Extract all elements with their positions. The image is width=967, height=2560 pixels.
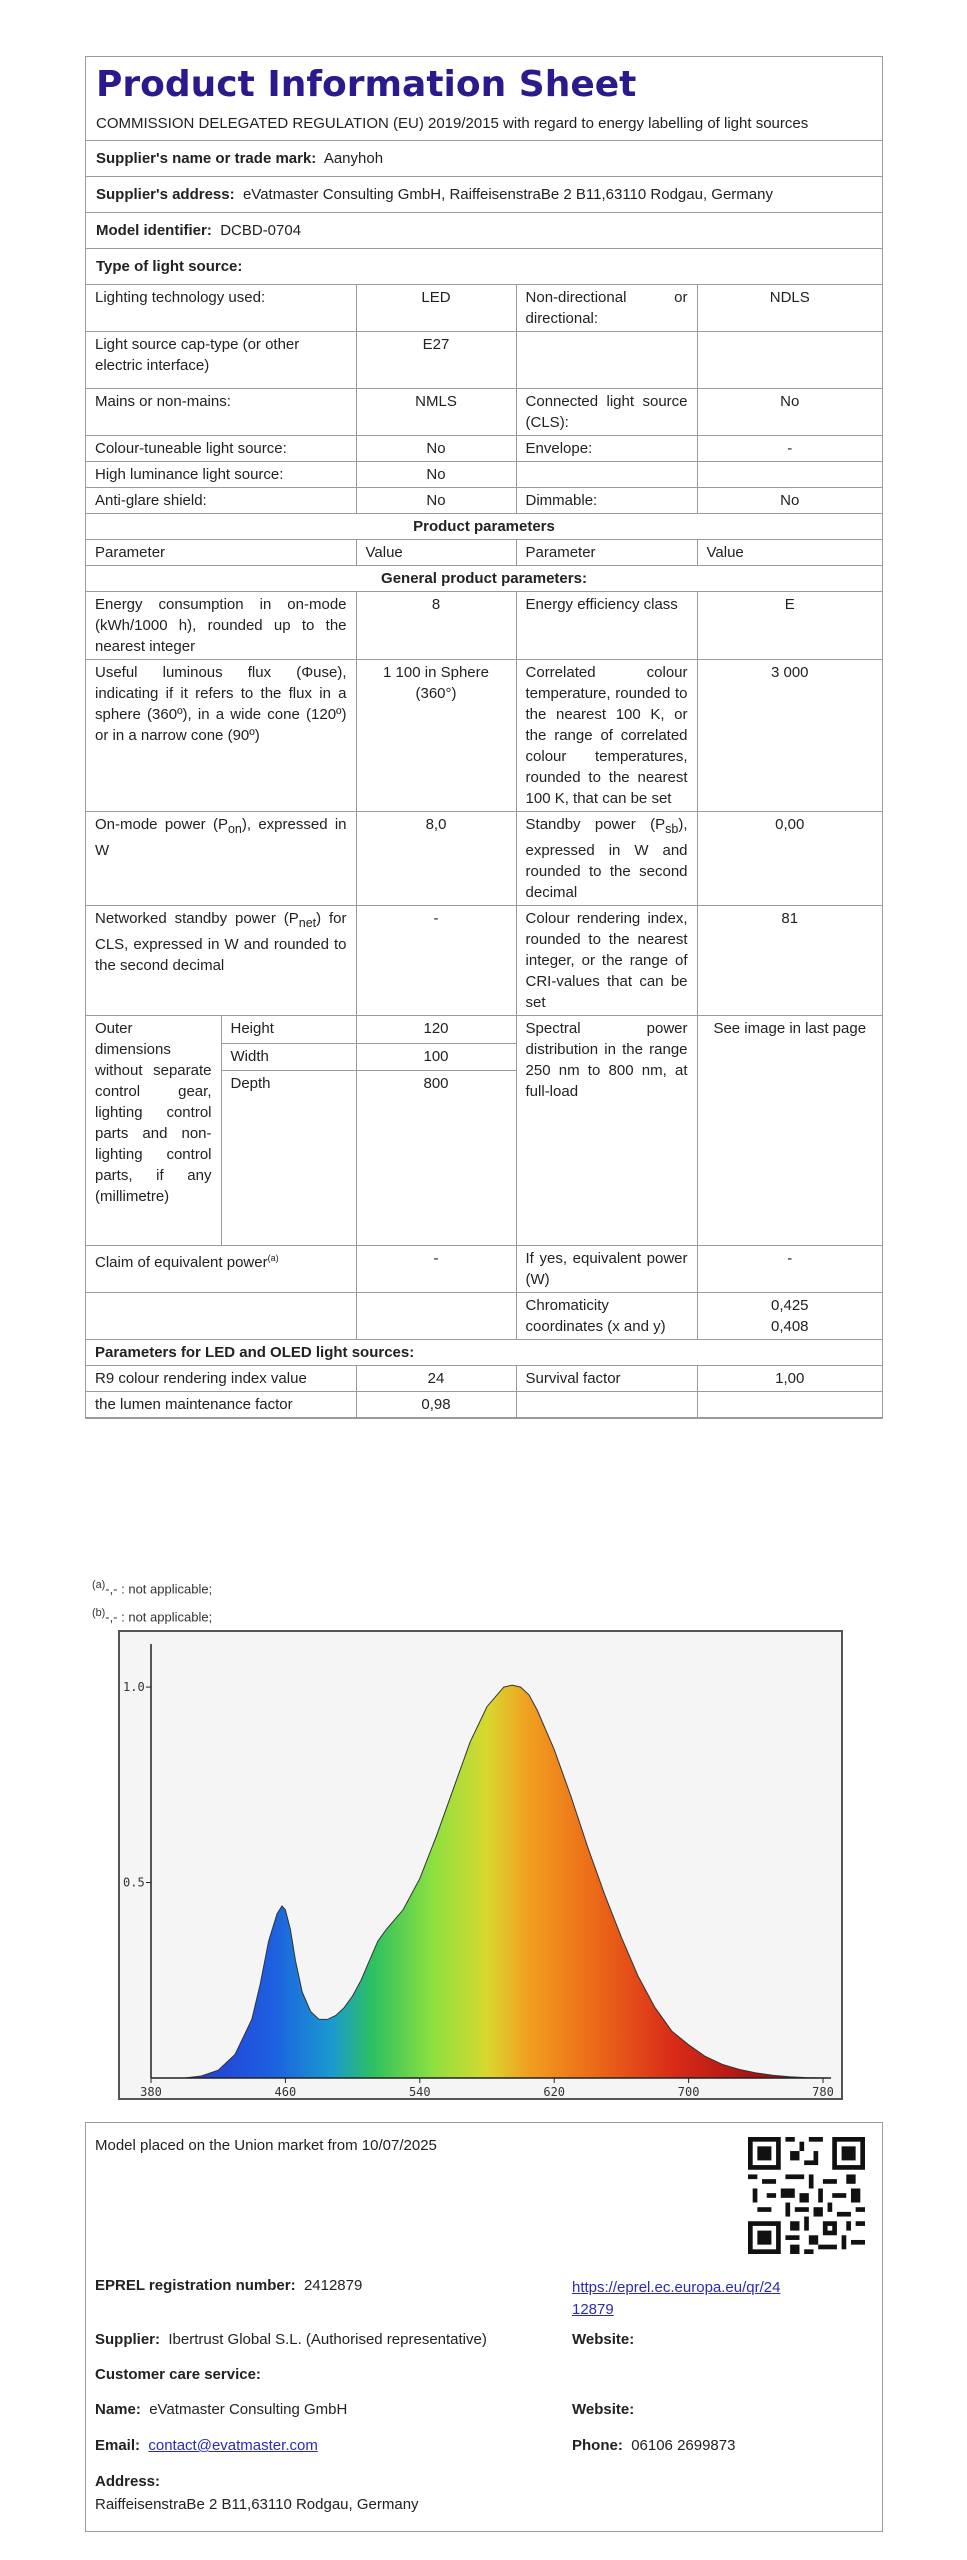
footnote-a: $^{(a)}$-,- : not applicable; xyxy=(92,1579,213,1597)
model-identifier-row xyxy=(86,213,882,249)
email-row xyxy=(95,2437,318,2454)
eprel-value: 2412879 xyxy=(303,2277,363,2294)
table-row xyxy=(86,660,882,812)
chromaticity-x: 0,425 xyxy=(770,1297,809,1314)
x-tick-label: 380 xyxy=(140,2085,162,2099)
table-row xyxy=(86,566,882,592)
name-row xyxy=(95,2401,347,2418)
supplier-name-value: Aanyhoh xyxy=(323,150,384,167)
column-header-parameter: Parameter xyxy=(86,540,356,566)
luminous-flux-value: 1 100 in Sphere (360°) xyxy=(356,660,516,812)
cls-value: No xyxy=(697,389,882,436)
name-label: Name: xyxy=(95,2401,141,2418)
spectral-chart-svg xyxy=(118,1630,843,2100)
energy-consumption-label: Energy consumption in on-mode (kWh/1000 h), rounded up to the nearest integer xyxy=(86,592,356,660)
chromaticity-value xyxy=(697,1293,882,1340)
r9-label: R9 colour rendering index value xyxy=(86,1366,356,1392)
table-row xyxy=(86,462,882,488)
empty-cell xyxy=(516,1392,697,1418)
footnotes xyxy=(92,1573,212,1630)
tech-value: LED xyxy=(356,285,516,332)
high-luminance-value: No xyxy=(356,462,516,488)
colour-rendering-label: Colour rendering index, rounded to the nearest integer, or the range of CRI-values that can be set xyxy=(516,906,697,1016)
y-tick-label: 1.0 xyxy=(123,1680,145,1695)
customer-care-heading: Customer care service: xyxy=(95,2366,261,2383)
dimmable-value: No xyxy=(697,488,882,514)
directional-value: NDLS xyxy=(697,285,882,332)
efficiency-class-value: E xyxy=(697,592,882,660)
supplier-row xyxy=(95,2331,487,2348)
model-identifier-label: Model identifier: xyxy=(96,222,212,239)
tech-label: Lighting technology used: xyxy=(86,285,356,332)
table-row xyxy=(86,1246,882,1293)
anti-glare-value: No xyxy=(356,488,516,514)
light-source-type-label: Type of light source: xyxy=(96,258,243,275)
chromaticity-label: Chromaticity coordinates (x and y) xyxy=(516,1293,697,1340)
table-row xyxy=(86,906,882,1016)
address-label: Address: xyxy=(95,2473,161,2490)
name-value: eVatmaster Consulting GmbH xyxy=(149,2401,348,2418)
eprel-label: EPREL registration number: xyxy=(95,2277,296,2294)
column-header-value: Value xyxy=(356,540,516,566)
equivalent-power-claim-value: - xyxy=(356,1246,516,1293)
phone-row xyxy=(572,2437,735,2454)
colour-temperature-label: Correlated colour temperature, rounded to the nearest 100 K, or the range of correlated colour temperatures, rounded to the nearest 100 K, that can be set xyxy=(516,660,697,812)
lumen-maintenance-value: 0,98 xyxy=(356,1392,516,1418)
spectral-distribution-value: See image in last page xyxy=(697,1016,882,1246)
parameters-table xyxy=(86,285,882,1418)
height-value: 120 xyxy=(356,1016,516,1044)
column-header-value: Value xyxy=(697,540,882,566)
dimensions-label: Outer dimensions without separate control gear, lighting control parts and non-lighting control parts, if any (millimetre) xyxy=(86,1016,221,1246)
table-row xyxy=(86,1293,882,1340)
table-row xyxy=(86,1340,882,1366)
height-label: Height xyxy=(221,1016,356,1044)
supplier-label: Supplier: xyxy=(95,2331,161,2348)
table-row xyxy=(86,1016,882,1044)
energy-consumption-value: 8 xyxy=(356,592,516,660)
efficiency-class-label: Energy efficiency class xyxy=(516,592,697,660)
x-tick-label: 540 xyxy=(408,2085,431,2099)
table-row xyxy=(86,389,882,436)
general-parameters-heading: General product parameters: xyxy=(86,566,882,592)
page-title: Product Information Sheet xyxy=(96,64,637,105)
equivalent-power-value: - xyxy=(697,1246,882,1293)
mains-label: Mains or non-mains: xyxy=(86,389,356,436)
envelope-value: - xyxy=(697,436,882,462)
eprel-link[interactable]: https://eprel.ec.europa.eu/qr/24 12879 xyxy=(572,2279,781,2318)
table-row xyxy=(86,514,882,540)
x-tick-label: 780 xyxy=(812,2085,834,2099)
regulation-text: COMMISSION DELEGATED REGULATION (EU) 2019/2015 with regard to energy labelling of light sources xyxy=(86,109,882,141)
standby-power-label: Standby power $(P_{sb})$, expressed in W and rounded to the second decimal xyxy=(516,812,697,906)
networked-standby-label: Networked standby power $(P_{net})$ for CLS, expressed in W and rounded to the second decimal xyxy=(86,906,356,1016)
high-luminance-label: High luminance light source: xyxy=(86,462,356,488)
website-label-2: Website: xyxy=(572,2401,635,2418)
table-row xyxy=(86,436,882,462)
email-label: Email: xyxy=(95,2437,141,2454)
x-tick-label: 460 xyxy=(274,2085,297,2099)
supplier-address-row xyxy=(86,177,882,213)
colour-temperature-value: 3 000 xyxy=(697,660,882,812)
dimmable-label: Dimmable: xyxy=(516,488,697,514)
networked-standby-value: - xyxy=(356,906,516,1016)
product-information-sheet xyxy=(85,56,883,1419)
directional-label: Non-directional or directional: xyxy=(516,285,697,332)
footer-box xyxy=(85,2122,883,2532)
table-row xyxy=(86,1366,882,1392)
column-header-parameter: Parameter xyxy=(516,540,697,566)
empty-cell xyxy=(516,332,697,389)
r9-value: 24 xyxy=(356,1366,516,1392)
chromaticity-y: 0,408 xyxy=(770,1318,809,1335)
light-source-type-row xyxy=(86,249,882,285)
depth-label: Depth xyxy=(221,1071,356,1246)
led-parameters-heading: Parameters for LED and OLED light sources: xyxy=(86,1340,882,1366)
survival-factor-value: 1,00 xyxy=(697,1366,882,1392)
y-tick-label: 0.5 xyxy=(123,1875,145,1890)
empty-cell xyxy=(516,462,697,488)
market-date: Model placed on the Union market from 10/07/2025 xyxy=(95,2137,437,2154)
luminous-flux-label: Useful luminous flux (Φuse), indicating if it refers to the flux in a sphere (360º), in a wide cone (120º) or in a narrow cone (90º) xyxy=(86,660,356,812)
footnote-b: $^{(b)}$-,- : not applicable; xyxy=(92,1607,213,1625)
email-link[interactable]: contact@evatmaster.com xyxy=(148,2437,318,2454)
envelope-label: Envelope: xyxy=(516,436,697,462)
x-tick-label: 700 xyxy=(677,2085,700,2099)
empty-cell xyxy=(356,1293,516,1340)
supplier-address-label: Supplier's address: xyxy=(96,186,235,203)
table-row xyxy=(86,488,882,514)
equivalent-power-label: If yes, equivalent power (W) xyxy=(516,1246,697,1293)
width-label: Width xyxy=(221,1043,356,1071)
spectral-chart xyxy=(118,1630,843,2100)
x-tick-label: 620 xyxy=(543,2085,566,2099)
product-parameters-heading: Product parameters xyxy=(86,514,882,540)
lumen-maintenance-label: the lumen maintenance factor xyxy=(86,1392,356,1418)
supplier-name-row xyxy=(86,141,882,177)
website-row xyxy=(572,2331,634,2348)
model-identifier-value: DCBD-0704 xyxy=(220,222,302,239)
supplier-address-value: eVatmaster Consulting GmbH, RaiffeisenstraBe 2 B11,63110 Rodgau, Germany xyxy=(242,186,773,203)
table-row xyxy=(86,332,882,389)
on-mode-power-label: On-mode power $(P_{on})$, expressed in W xyxy=(86,812,356,906)
depth-value: 800 xyxy=(356,1071,516,1246)
spectral-distribution-label: Spectral power distribution in the range 250 nm to 800 nm, at full-load xyxy=(516,1016,697,1246)
colour-tuneable-label: Colour-tuneable light source: xyxy=(86,436,356,462)
supplier-name-label: Supplier's name or trade mark: xyxy=(96,150,317,167)
colour-tuneable-value: No xyxy=(356,436,516,462)
website-row-2 xyxy=(572,2401,634,2418)
width-value: 100 xyxy=(356,1043,516,1071)
empty-cell xyxy=(697,462,882,488)
phone-value: 06106 2699873 xyxy=(631,2437,736,2454)
cap-type-value: E27 xyxy=(356,332,516,389)
standby-power-value: 0,00 xyxy=(697,812,882,906)
eprel-row xyxy=(95,2277,362,2294)
phone-label: Phone: xyxy=(572,2437,623,2454)
table-row xyxy=(86,285,882,332)
equivalent-power-claim-label: Claim of equivalent power$^{(a)}$ xyxy=(86,1246,356,1293)
website-label: Website: xyxy=(572,2331,635,2348)
cls-label: Connected light source (CLS): xyxy=(516,389,697,436)
cap-type-label: Light source cap-type (or other electric interface) xyxy=(86,332,356,389)
empty-cell xyxy=(697,1392,882,1418)
qr-code-icon xyxy=(748,2137,865,2254)
supplier-value: Ibertrust Global S.L. (Authorised representative) xyxy=(168,2331,487,2348)
empty-cell xyxy=(697,332,882,389)
table-row xyxy=(86,592,882,660)
address-value: RaiffeisenstraBe 2 B11,63110 Rodgau, Germany xyxy=(95,2496,419,2513)
table-row xyxy=(86,812,882,906)
anti-glare-label: Anti-glare shield: xyxy=(86,488,356,514)
survival-factor-label: Survival factor xyxy=(516,1366,697,1392)
empty-cell xyxy=(86,1293,356,1340)
table-row xyxy=(86,1392,882,1418)
colour-rendering-value: 81 xyxy=(697,906,882,1016)
mains-value: NMLS xyxy=(356,389,516,436)
on-mode-power-value: 8,0 xyxy=(356,812,516,906)
table-row xyxy=(86,540,882,566)
